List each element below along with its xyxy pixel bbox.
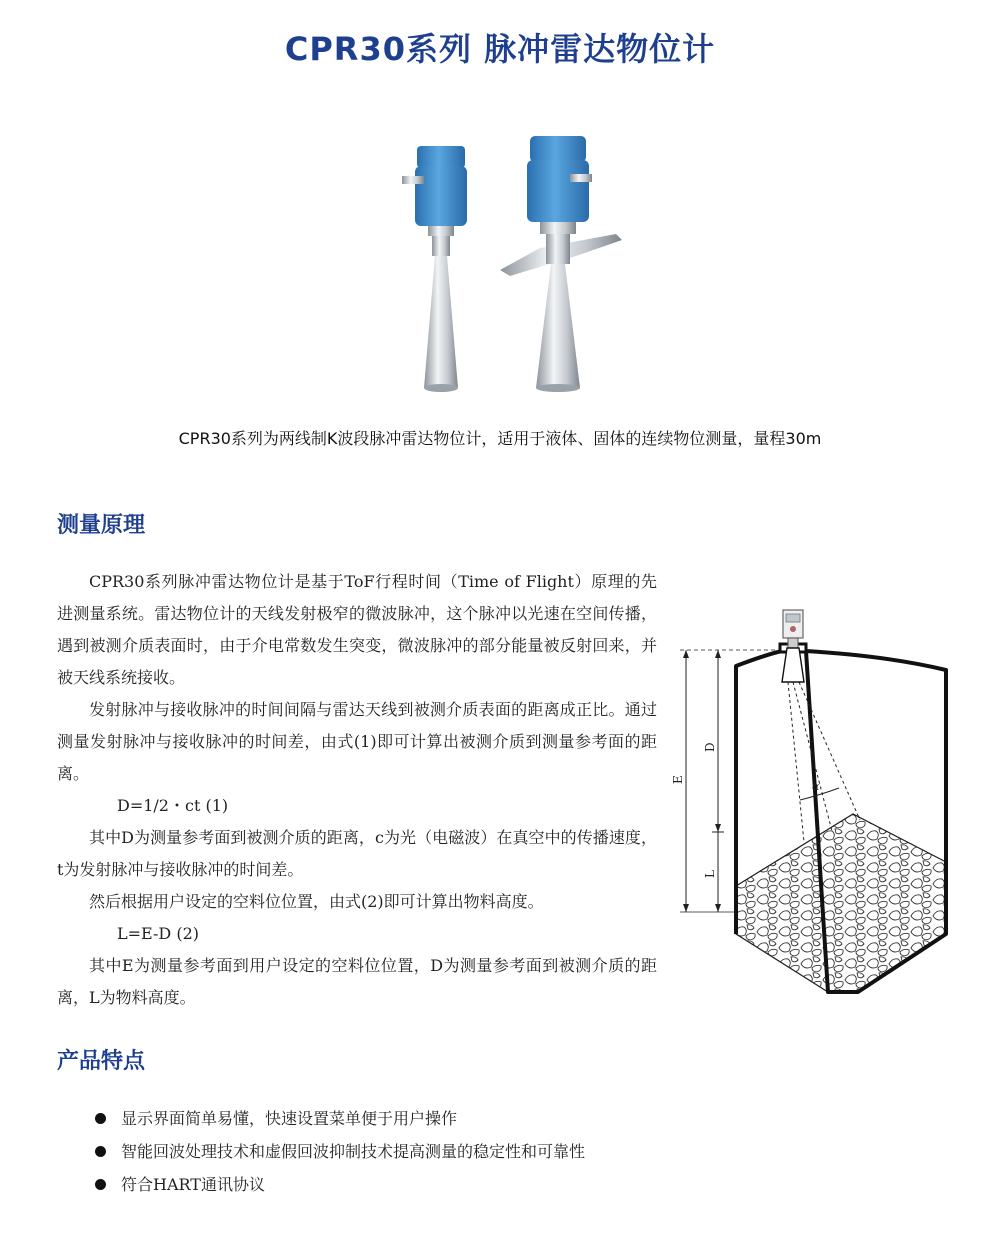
product-caption: CPR30系列为两线制K波段脉冲雷达物位计，适用于液体、固体的连续物位测量，量程30m (178, 429, 822, 448)
radar-gauge-horn-antenna (402, 146, 467, 392)
bullet-icon (95, 1113, 106, 1124)
principle-paragraph-1: CPR30系列脉冲雷达物位计是基于ToF行程时间（Time of Flight）原理的先进测量系统。雷达物位计的天线发射极窄的微波脉冲，这个脉冲以光速在空间传播，遇到被测介质表面时，由于介电常数发生突变，微波脉冲的部分能量被反射回来，并被天线系统接收。 (57, 572, 657, 687)
principle-paragraph-2: 发射脉冲与接收脉冲的时间间隔与雷达天线到被测介质表面的距离成正比。通过测量发射脉冲与接收脉冲的时间差，由式(1)即可计算出被测介质到测量参考面的距离。 (57, 700, 657, 783)
bullet-icon (95, 1179, 106, 1190)
principle-text (57, 566, 657, 1014)
bullet-icon (95, 1146, 106, 1157)
product-photo (390, 130, 630, 410)
dimension-e-label: E (671, 775, 685, 784)
dimension-d-label: D (703, 742, 717, 752)
bulk-material (736, 814, 946, 992)
principle-paragraph-3: 其中D为测量参考面到被测介质的距离，c为光（电磁波）在真空中的传播速度，t为发射脉冲与接收脉冲的时间差。 (57, 828, 657, 879)
tank-measurement-diagram (668, 604, 968, 994)
list-item: 符合HART通讯协议 (93, 1168, 585, 1201)
page-title: CPR30系列 脉冲雷达物位计 (284, 30, 716, 68)
list-item: 显示界面简单易懂，快速设置菜单便于用户操作 (93, 1102, 585, 1135)
radar-gauge-flange-antenna (500, 136, 622, 392)
features-heading: 产品特点 (57, 1049, 146, 1074)
formula-2: L=E-D (2) (117, 924, 199, 943)
principle-paragraph-4: 然后根据用户设定的空料位位置，由式(2)即可计算出物料高度。 (89, 892, 544, 911)
formula-1: D=1/2・ct (1) (117, 796, 229, 815)
principle-paragraph-5: 其中E为测量参考面到用户设定的空料位位置，D为测量参考面到被测介质的距离，L为物料高度。 (57, 956, 657, 1007)
principle-heading: 测量原理 (57, 513, 146, 538)
dimension-l-label: L (703, 870, 717, 878)
features-list (93, 1102, 585, 1201)
alpha-label: α (812, 780, 820, 793)
list-item: 智能回波处理技术和虚假回波抑制技术提高测量的稳定性和可靠性 (93, 1135, 585, 1168)
